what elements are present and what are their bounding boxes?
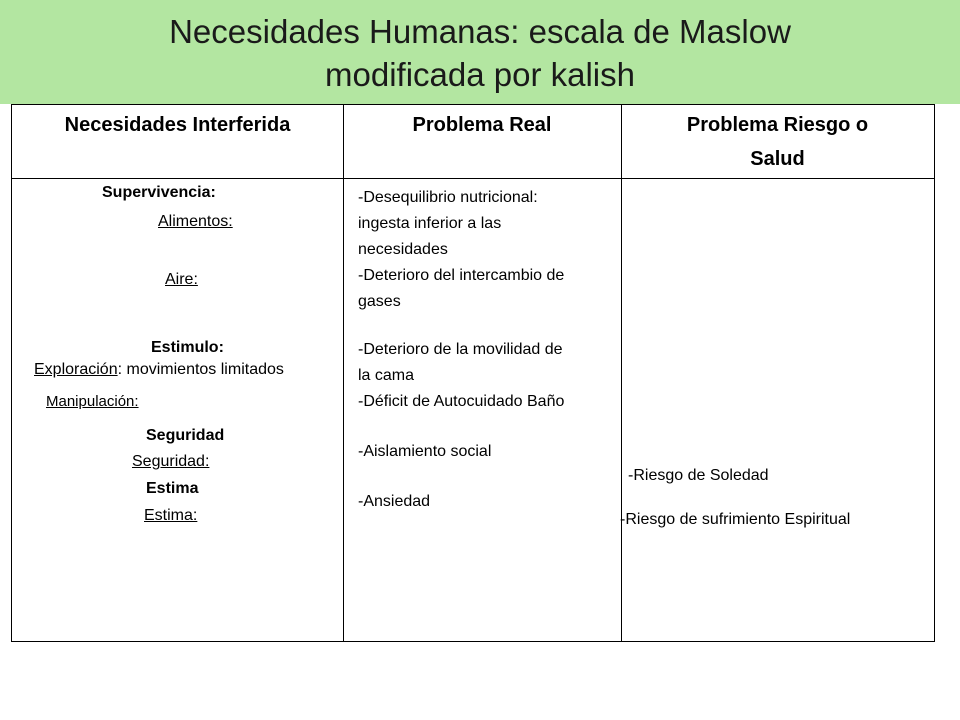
need-supervivencia: Supervivencia: (102, 184, 216, 201)
need-seguridad-heading: Seguridad (146, 427, 225, 444)
riesgo-soledad: -Riesgo de Soledad (628, 467, 769, 484)
problema-real-item: la cama (358, 367, 415, 384)
problema-real-list (358, 185, 618, 515)
page-title (0, 10, 960, 96)
problema-real-item: -Ansiedad (358, 493, 431, 510)
need-estimulo: Estimulo: (151, 339, 224, 356)
need-estima: Estima: (144, 507, 198, 524)
riesgo-sufrimiento-espiritual: -Riesgo de sufrimiento Espiritual (620, 511, 851, 528)
problema-real-item: ingesta inferior a las (358, 215, 502, 232)
title-line-1: Necesidades Humanas: escala de Maslow (169, 13, 791, 50)
header-divider (12, 178, 934, 179)
need-estima-heading: Estima (146, 480, 199, 497)
needs-table (11, 104, 935, 642)
title-banner (0, 0, 960, 104)
need-seguridad: Seguridad: (132, 453, 210, 470)
title-line-2: modificada por kalish (325, 56, 635, 93)
need-exploracion (34, 359, 284, 381)
need-aire: Aire: (165, 271, 198, 288)
problema-real-item: gases (358, 293, 401, 310)
spacer (358, 415, 618, 439)
column-divider-1 (343, 105, 344, 641)
header-problema-riesgo-line1: Problema Riesgo o (686, 114, 869, 136)
header-problema-real: Problema Real (412, 114, 552, 136)
spacer (358, 465, 618, 489)
problema-real-item: -Deterioro del intercambio de (358, 267, 565, 284)
header-problema-riesgo-line2: Salud (750, 148, 805, 170)
header-necesidades: Necesidades Interferida (64, 114, 291, 136)
problema-real-item: -Aislamiento social (358, 443, 492, 460)
problema-real-item: -Desequilibrio nutricional: (358, 189, 538, 206)
problema-real-item: necesidades (358, 241, 448, 258)
need-manipulacion: Manipulación: (46, 393, 139, 410)
header-problema-riesgo (621, 108, 934, 176)
need-exploracion-detail: : movimientos limitados (117, 361, 284, 378)
problema-real-item: -Déficit de Autocuidado Baño (358, 393, 565, 410)
need-alimentos: Alimentos: (158, 213, 233, 230)
need-exploracion-label: Exploración (34, 361, 118, 378)
problema-real-item: -Deterioro de la movilidad de (358, 341, 563, 358)
column-divider-2 (621, 105, 622, 641)
spacer (358, 315, 618, 337)
